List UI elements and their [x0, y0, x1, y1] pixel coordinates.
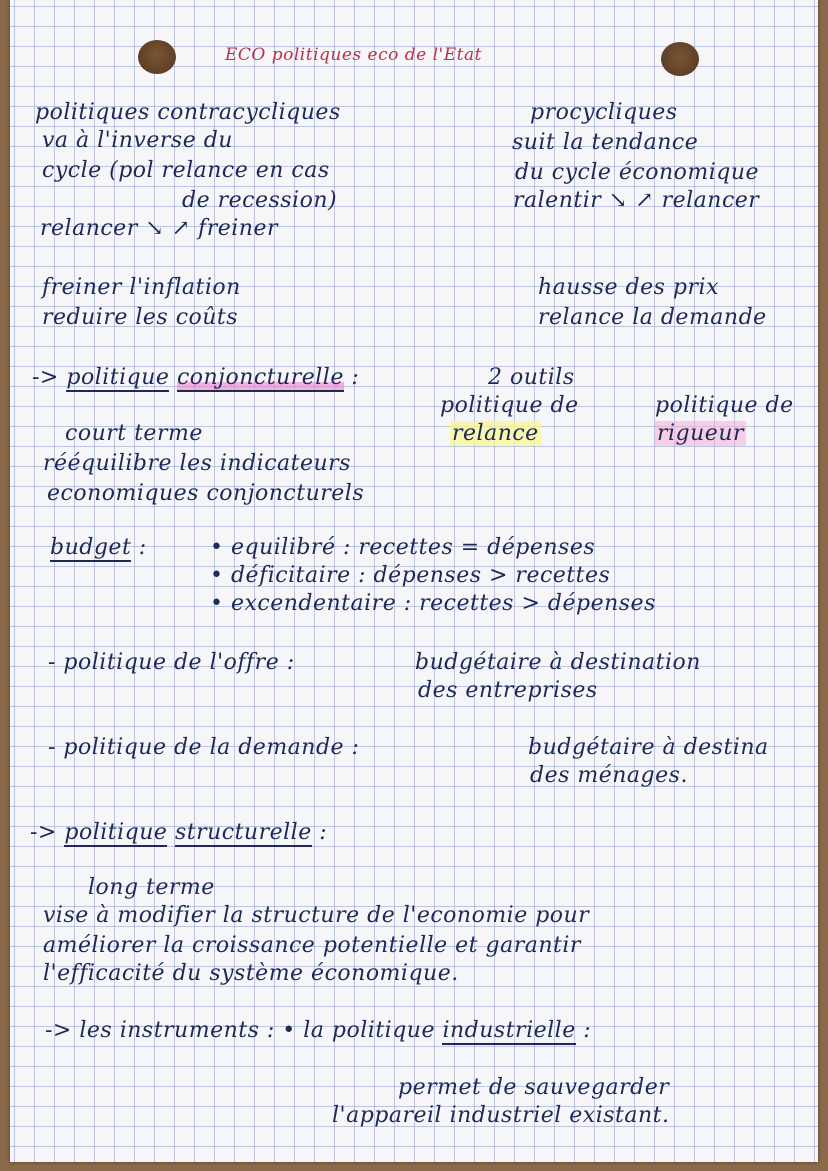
structurelle-line-3: améliorer la croissance potentielle et garantir [43, 933, 581, 958]
tool-1-line-1: politique de [440, 393, 579, 418]
tools-count: 2 outils [488, 365, 575, 390]
tool-1-line-2 [450, 421, 541, 446]
structurelle-heading [30, 820, 327, 845]
structurelle-line-1: long terme [88, 875, 215, 900]
offre-label: - politique de l'offre : [48, 650, 295, 675]
contracyclic-line-4: relancer ↘ ↗ freiner [40, 216, 278, 241]
budget-item: • equilibré : recettes = dépenses [210, 535, 596, 560]
contracyclic-line-3: de recession) [182, 188, 338, 213]
binder-hole-right [661, 42, 699, 76]
relance-highlight: relance [452, 421, 539, 446]
rigueur-highlight: rigueur [657, 421, 745, 446]
budget-item: • excendentaire : recettes > dépenses [210, 591, 656, 616]
procyclic-line-3: ralentir ↘ ↗ relancer [513, 188, 760, 213]
demande-desc-2: des ménages. [530, 763, 688, 788]
notebook-page [10, 0, 818, 1162]
prices-line-1: hausse des prix [538, 275, 719, 300]
conjoncturelle-word-2: conjoncturelle [176, 365, 344, 390]
offre-desc-2: des entreprises [418, 678, 598, 703]
offre-desc-1: budgétaire à destination [415, 650, 701, 675]
instruments-desc-1: permet de sauvegarder [398, 1075, 670, 1100]
instruments-desc-2: l'appareil industriel existant. [332, 1103, 670, 1128]
conjoncturelle-desc-2: rééquilibre les indicateurs [43, 451, 351, 476]
instruments-lead: -> les instruments : • la politique [45, 1018, 435, 1043]
structurelle-word-2: structurelle [174, 820, 312, 845]
structurelle-line-2: vise à modifier la structure de l'economie pour [43, 903, 590, 928]
instruments-line [45, 1018, 591, 1043]
procyclic-line-2: du cycle économique [515, 160, 760, 185]
budget-heading [50, 535, 147, 560]
inflation-line-2: reduire les coûts [42, 305, 239, 330]
prices-line-2: relance la demande [538, 305, 767, 330]
conjoncturelle-desc-1: court terme [65, 421, 203, 446]
heading-colon: : [319, 820, 328, 845]
tool-2-line-1: politique de [655, 393, 794, 418]
budget-colon: : [138, 535, 147, 560]
binder-hole-left [138, 40, 176, 74]
structurelle-line-4: l'efficacité du système économique. [43, 961, 459, 986]
structurelle-word-1: politique [64, 820, 168, 845]
conjoncturelle-word-1: politique [66, 365, 170, 390]
arrow-marker: -> [30, 820, 57, 845]
industrielle-word: industrielle [442, 1018, 576, 1043]
budget-item: • déficitaire : dépenses > recettes [210, 563, 611, 588]
procyclic-heading: procycliques [530, 100, 678, 125]
arrow-marker: -> [32, 365, 59, 390]
page-title: ECO politiques eco de l'Etat [225, 45, 482, 65]
contracyclic-line-2: cycle (pol relance en cas [42, 158, 330, 183]
budget-label: budget [50, 535, 132, 560]
heading-colon: : [351, 365, 360, 390]
tool-2-line-2 [655, 421, 746, 446]
demande-desc-1: budgétaire à destina [528, 735, 769, 760]
procyclic-line-1: suit la tendance [512, 130, 699, 155]
instruments-colon: : [583, 1018, 592, 1043]
demande-label: - politique de la demande : [48, 735, 360, 760]
contracyclic-line-1: va à l'inverse du [42, 128, 233, 153]
conjoncturelle-desc-3: economiques conjoncturels [47, 481, 365, 506]
conjoncturelle-heading [32, 365, 359, 390]
contracyclic-heading: politiques contracycliques [35, 100, 341, 125]
inflation-line-1: freiner l'inflation [42, 275, 241, 300]
